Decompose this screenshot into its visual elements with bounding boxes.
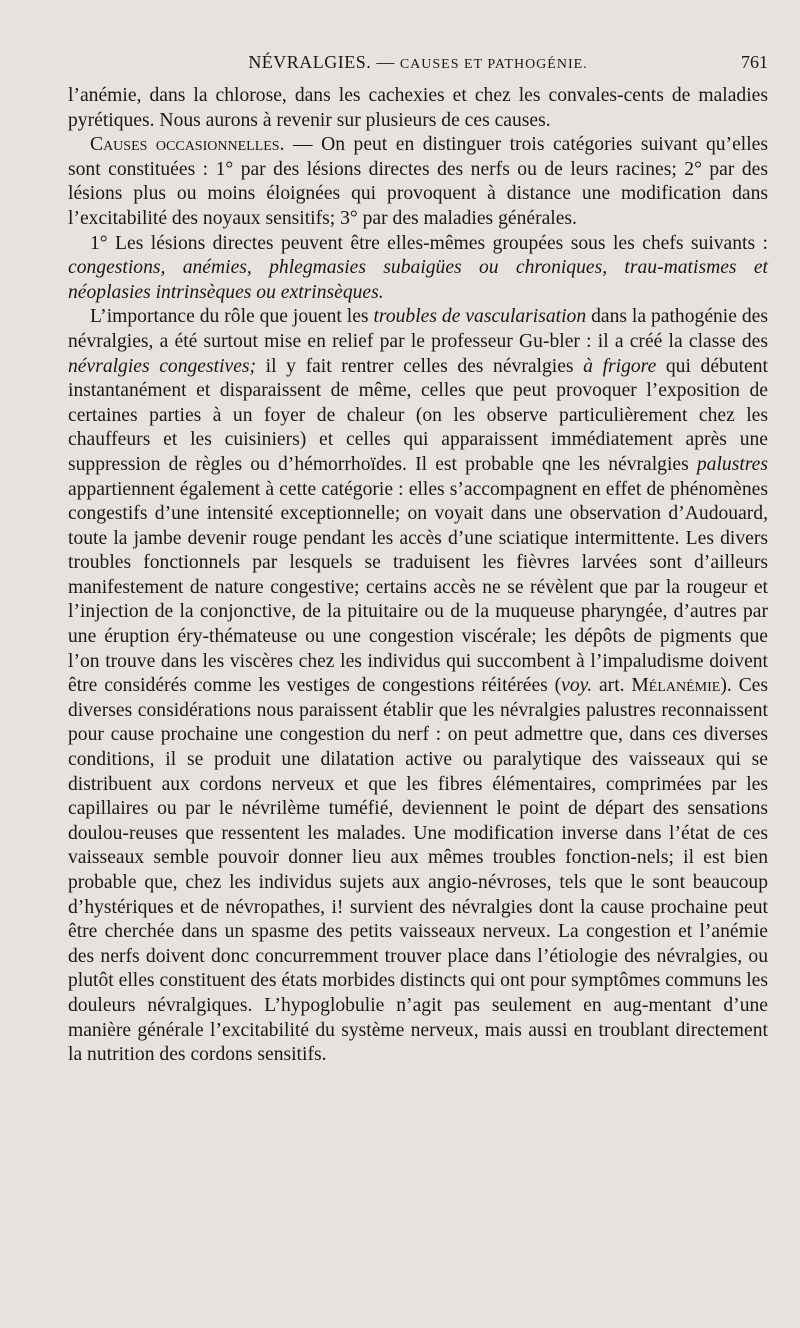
paragraph-4-text-a: L’importance du rôle que jouent les bbox=[90, 306, 374, 328]
paragraph-4-italic-3: à frigore bbox=[583, 355, 657, 377]
header-title-sub: CAUSES ET PATHOGÉNIE. bbox=[399, 57, 588, 72]
body-text bbox=[68, 84, 768, 1068]
paragraph-4 bbox=[68, 305, 768, 1067]
paragraph-4-text-e: appartiennent également à cette catégorie : elles s’accompagnent en effet de phénomènes congestifs d’une intensité exceptionnelle; on voyait dans une observation d’Audouard, toute la jambe devenir rouge pendant les accès d’une sciatique intermittente. Les divers troubles fonctionnels par lesquels se traduisent les fièvres larvées sont d’ailleurs manifestement de nature congestive; certains accès ne se révèlent que par la rougeur et l’injection de la conjonctive, de la pituitaire ou de la muqueuse pharyngée, d’autres par une éruption éry-thémateuse ou une congestion viscérale; les dépôts de pigments que l’on trouve dans les viscères chez les individus qui succombent à l’impaludisme doivent être considérés comme les vestiges de congestions réitérées ( bbox=[68, 478, 768, 697]
paragraph-2-text: — On peut en distinguer trois catégories suivant qu’elles sont constituées : 1° par des lésions directes des nerfs ou de leurs racines; 2° par des lésions plus ou moins éloignées qui provoquent à distance une modification dans l’excitabilité des noyaux sensitifs; 3° par des maladies générales. bbox=[68, 134, 768, 229]
paragraph-4-smallcaps: Mélanémie bbox=[631, 675, 721, 697]
paragraph-4-text-f: art. bbox=[592, 675, 632, 697]
page-number: 761 bbox=[741, 52, 768, 72]
paragraph-3-text: 1° Les lésions directes peuvent être elles-mêmes groupées sous les chefs suivants : bbox=[90, 232, 768, 254]
paragraph-3-italic: congestions, anémies, phlegmasies subaigües ou chroniques, trau-matismes et néoplasies intrinsèques ou extrinsèques. bbox=[68, 257, 768, 303]
paragraph-4-text-g: ). Ces diverses considérations nous paraissent établir que les névralgies palustres reconnaissent pour cause prochaine une congestion du nerf : on peut admettre que, dans ces diverses conditions, il se produit une dilatation active ou paralytique des vaisseaux qui se distribuent aux cordons nerveux et que les fibres élémentaires, comprimées par les capillaires ou par le névrilème tuméfié, deviennent le point de départ des sensations doulou-reuses que ressentent les malades. Une modification inverse dans l’état de ces vaisseaux semble pouvoir donner lieu aux mêmes troubles fonction-nels; il est bien probable que, chez les individus sujets aux angio-névroses, tels que le sont beaucoup d’hystériques et de névropathes, i! survient des névralgies dont la cause prochaine peut être cherchée dans un spasme des petits vaisseaux nerveux. La congestion et l’anémie des nerfs doivent donc concurremment trouver place dans l’étiologie des névralgies, ou plutôt elles constituent des états morbides distincts qui ont pour symptômes communs les douleurs névralgiques. L’hypoglobulie n’agit pas seulement en aug-mentant d’une manière générale l’excitabilité du système nerveux, mais aussi en troublant directement la nutrition des cordons sensitifs. bbox=[68, 675, 768, 1066]
paragraph-4-italic-1: troubles de vascularisation bbox=[373, 306, 587, 328]
header-title-separator: — bbox=[376, 52, 395, 72]
paragraph-4-italic-2: névralgies congestives; bbox=[68, 355, 257, 377]
paragraph-4-italic-5: voy. bbox=[561, 675, 593, 697]
section-lead-causes-occasionnelles: Causes occasionnelles. bbox=[90, 134, 285, 156]
header-title-main: NÉVRALGIES. bbox=[248, 52, 372, 72]
paragraph-4-text-c: il y fait rentrer celles des névralgies bbox=[256, 355, 584, 377]
running-header bbox=[68, 52, 768, 78]
paragraph-1: l’anémie, dans la chlorose, dans les cachexies et chez les convales-cents de maladies pyrétiques. Nous aurons à revenir sur plusieurs de ces causes. bbox=[68, 85, 768, 131]
paragraph-4-italic-4: palustres bbox=[696, 453, 768, 475]
paragraph-4-text-b: dans la pathogénie des névralgies, a été surtout mise en relief par le professeur Gu-bler : il a créé la classe des bbox=[68, 306, 768, 352]
header-title bbox=[68, 52, 768, 73]
paragraph-4-text-d: qui débutent instantanément et disparaissent de même, celles que peut provoquer l’exposition de certaines parties à un foyer de chaleur (on les observe particulièrement chez les chauffeurs et les cuisiniers) et celles qui apparaissent immédiatement après une suppression de règles ou d’hémorrhoïdes. Il est probable qne les névralgies bbox=[68, 355, 768, 475]
paragraph-2 bbox=[68, 133, 768, 231]
paragraph-3 bbox=[68, 232, 768, 306]
